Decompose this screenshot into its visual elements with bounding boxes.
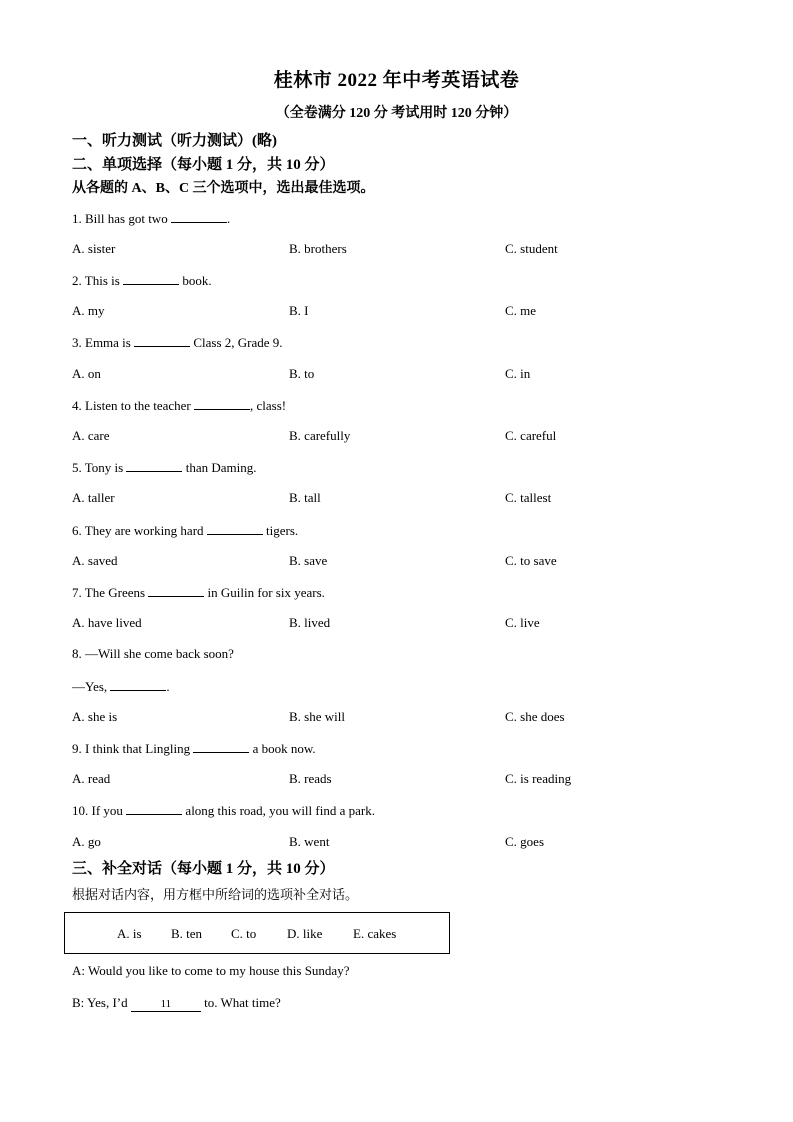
dialogue-text: B: Yes, I’d bbox=[72, 995, 131, 1010]
question-text: 5. Tony is bbox=[72, 460, 127, 475]
option-c: C. tallest bbox=[505, 490, 552, 505]
question-text: . bbox=[166, 679, 170, 694]
question-6 bbox=[72, 521, 298, 540]
option-b: B. carefully bbox=[289, 428, 351, 443]
option-b: B. she will bbox=[289, 709, 345, 724]
question-text: Class 2, Grade 9. bbox=[190, 335, 283, 350]
question-text: 3. Emma is bbox=[72, 335, 135, 350]
option-c: C. student bbox=[505, 241, 558, 256]
answer-blank bbox=[171, 209, 227, 223]
option-b: B. tall bbox=[289, 490, 321, 505]
option-a: A. sister bbox=[72, 241, 116, 256]
option-a: A. saved bbox=[72, 553, 118, 568]
question-4 bbox=[72, 396, 286, 415]
option-a: A. she is bbox=[72, 709, 118, 724]
section-heading-dialogue: 三、补全对话（每小题 1 分，共 10 分） bbox=[72, 861, 335, 877]
option-c: C. she does bbox=[505, 709, 565, 724]
page-title: 桂林市 2022 年中考英语试卷 bbox=[273, 70, 520, 91]
question-text: 9. I think that Lingling bbox=[72, 741, 194, 756]
option-c: C. in bbox=[505, 366, 531, 381]
question-text: 7. The Greens bbox=[72, 585, 149, 600]
question-8-reply bbox=[72, 677, 170, 696]
question-text: 8. —Will she come back soon? bbox=[72, 646, 234, 661]
question-9 bbox=[72, 739, 316, 758]
option-c: C. goes bbox=[505, 834, 544, 849]
question-10 bbox=[72, 801, 375, 820]
answer-blank bbox=[123, 271, 179, 285]
question-1 bbox=[72, 209, 230, 228]
option-c: C. careful bbox=[505, 428, 557, 443]
option-c: C. me bbox=[505, 303, 537, 318]
answer-blank bbox=[110, 677, 166, 691]
question-text: 2. This is bbox=[72, 273, 124, 288]
word-choice: D. like bbox=[287, 926, 323, 941]
option-a: A. read bbox=[72, 771, 111, 786]
option-a: A. have lived bbox=[72, 615, 142, 630]
option-b: B. lived bbox=[289, 615, 331, 630]
option-b: B. went bbox=[289, 834, 330, 849]
answer-blank bbox=[126, 801, 182, 815]
question-3 bbox=[72, 333, 283, 352]
question-2 bbox=[72, 271, 212, 290]
question-text: along this road, you will find a park. bbox=[182, 803, 375, 818]
option-a: A. my bbox=[72, 303, 105, 318]
option-b: B. save bbox=[289, 553, 328, 568]
word-choice-box bbox=[64, 912, 450, 954]
option-a: A. taller bbox=[72, 490, 115, 505]
dialogue-line-a: A: Would you like to come to my house this Sunday? bbox=[72, 963, 350, 978]
question-text: tigers. bbox=[262, 523, 299, 538]
answer-blank bbox=[193, 739, 249, 753]
option-a: A. on bbox=[72, 366, 101, 381]
question-text: than Daming. bbox=[182, 460, 257, 475]
section-heading-single-choice: 二、单项选择（每小题 1 分，共 10 分） bbox=[72, 157, 335, 173]
option-a: A. care bbox=[72, 428, 110, 443]
numbered-blank: 11 bbox=[131, 997, 201, 1012]
question-text: book. bbox=[179, 273, 212, 288]
option-c: C. to save bbox=[505, 553, 557, 568]
question-8 bbox=[72, 645, 234, 663]
answer-blank bbox=[207, 521, 263, 535]
option-b: B. to bbox=[289, 366, 315, 381]
section-instruction-single-choice: 从各题的 A、B、C 三个选项中，选出最佳选项。 bbox=[72, 181, 375, 196]
answer-blank bbox=[194, 396, 250, 410]
section-heading-listening: 一、听力测试（听力测试）(略) bbox=[72, 133, 277, 149]
answer-blank bbox=[126, 458, 182, 472]
question-text: 6. They are working hard bbox=[72, 523, 207, 538]
question-5 bbox=[72, 458, 257, 477]
word-choice: B. ten bbox=[171, 926, 203, 941]
section-instruction-dialogue: 根据对话内容，用方框中所给词的选项补全对话。 bbox=[72, 887, 359, 902]
question-text: —Yes, bbox=[72, 679, 111, 694]
question-text: , class! bbox=[250, 398, 287, 413]
question-text: 4. Listen to the teacher bbox=[72, 398, 195, 413]
question-text: a book now. bbox=[249, 741, 316, 756]
option-c: C. live bbox=[505, 615, 540, 630]
answer-blank bbox=[148, 583, 204, 597]
answer-blank bbox=[134, 333, 190, 347]
question-text: . bbox=[226, 211, 231, 226]
option-b: B. brothers bbox=[289, 241, 347, 256]
question-7 bbox=[72, 583, 325, 602]
word-choice: C. to bbox=[231, 926, 257, 941]
word-choice: E. cakes bbox=[353, 926, 397, 941]
question-text: 10. If you bbox=[72, 803, 127, 818]
option-b: B. I bbox=[289, 303, 309, 318]
page-subtitle: （全卷满分 120 分 考试用时 120 分钟） bbox=[275, 106, 518, 121]
option-b: B. reads bbox=[289, 771, 332, 786]
question-text: in Guilin for six years. bbox=[204, 585, 325, 600]
word-choice: A. is bbox=[117, 926, 142, 941]
dialogue-line-b bbox=[72, 994, 281, 1012]
dialogue-text: to. What time? bbox=[200, 995, 281, 1010]
question-text: 1. Bill has got two bbox=[72, 211, 171, 226]
option-a: A. go bbox=[72, 834, 101, 849]
option-c: C. is reading bbox=[505, 771, 572, 786]
